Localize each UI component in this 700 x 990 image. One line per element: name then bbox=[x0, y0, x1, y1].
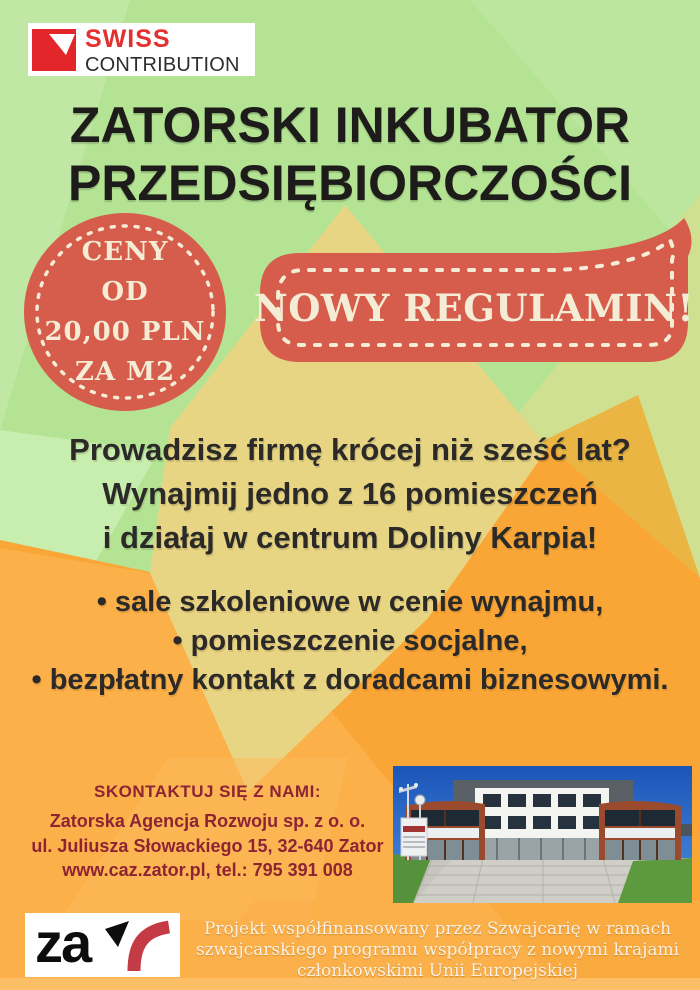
feature-item: • sale szkoleniowe w cenie wynajmu, bbox=[96, 586, 604, 618]
zar-logo-mark bbox=[103, 919, 175, 973]
title-line-1: ZATORSKI INKUBATOR bbox=[69, 97, 631, 153]
contact-web-phone: www.caz.zator.pl, tel.: 795 391 008 bbox=[62, 860, 353, 880]
price-badge bbox=[23, 212, 227, 412]
intro-line: Wynajmij jedno z 16 pomieszczeń bbox=[102, 476, 598, 511]
swiss-flag-icon bbox=[32, 29, 76, 71]
contact-heading: SKONTAKTUJ SIĘ Z NAMI: bbox=[94, 782, 321, 801]
intro-line: i działaj w centrum Doliny Karpia! bbox=[102, 520, 598, 555]
contact-company: Zatorska Agencja Rozwoju sp. z o. o. bbox=[49, 811, 366, 831]
regulation-banner-text: NOWY REGULAMIN! bbox=[253, 285, 695, 330]
zar-logo bbox=[25, 913, 180, 977]
swiss-logo-line1: SWISS bbox=[85, 25, 171, 53]
swiss-contribution-logo bbox=[28, 23, 255, 76]
price-badge-line: OD bbox=[101, 277, 149, 307]
intro-text bbox=[0, 428, 700, 560]
title-line-2: PRZEDSIĘBIORCZOŚCI bbox=[68, 155, 632, 211]
feature-item: • pomieszczenie socjalne, bbox=[172, 625, 528, 657]
regulation-banner bbox=[253, 212, 696, 368]
intro-line: Prowadzisz firmę krócej niż sześć lat? bbox=[69, 432, 631, 467]
contact-block bbox=[15, 782, 400, 883]
feature-list bbox=[0, 583, 700, 700]
price-badge-line: 20,00 PLN bbox=[44, 317, 206, 347]
footer-line: członkowskimi Unii Europejskiej bbox=[297, 961, 578, 981]
contact-address: ul. Juliusza Słowackiego 15, 32-640 Zator bbox=[31, 835, 384, 856]
swiss-logo-line2: CONTRIBUTION bbox=[85, 54, 240, 76]
building-photo bbox=[393, 766, 692, 903]
price-badge-line: ZA M2 bbox=[74, 357, 176, 387]
zar-logo-text: za bbox=[35, 911, 91, 974]
feature-item: • bezpłatny kontakt z doradcami biznesowymi. bbox=[31, 664, 669, 696]
footer-line: szwajcarskiego programu współpracy z nowymi krajami bbox=[195, 940, 680, 960]
footer-text bbox=[185, 919, 690, 982]
price-badge-line: CENY bbox=[81, 237, 169, 267]
page-title bbox=[0, 96, 700, 212]
footer-line: Projekt współfinansowany przez Szwajcarię w ramach bbox=[203, 919, 672, 939]
